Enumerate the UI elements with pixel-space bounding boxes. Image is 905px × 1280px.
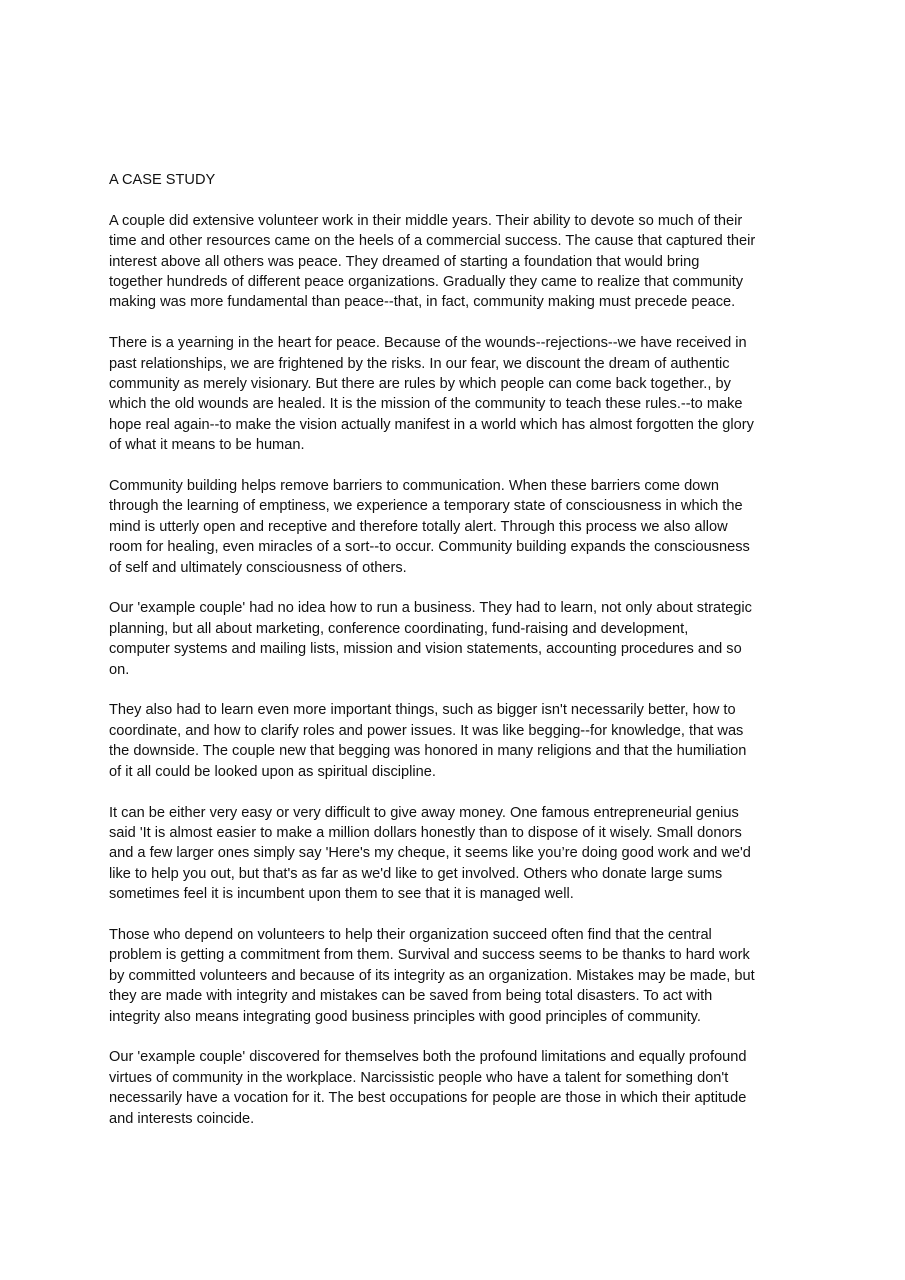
paragraph-line: of what it means to be human. [109,437,305,454]
paragraph [109,803,804,905]
paragraph [109,211,804,313]
paragraph-line: by committed volunteers and because of its integrity as an organization. Mistakes may be made, but [109,967,755,984]
paragraph-line: community as merely visionary. But there are rules by which people can come back together., by [109,376,731,393]
paragraph-line: and interests coincide. [109,1110,255,1127]
paragraph-line: A couple did extensive volunteer work in their middle years. Their ability to devote so much of their [109,212,743,229]
paragraph-line: and a few larger ones simply say 'Here's my cheque, it seems like you’re doing good work and we'd [109,845,751,862]
paragraph [109,700,804,782]
paragraph-line: together hundreds of different peace organizations. Gradually they came to realize that community [109,274,744,291]
paragraph-line: Our 'example couple' had no idea how to run a business. They had to learn, not only about strategic [109,600,752,617]
paragraph-line: like to help you out, but that's as far as we'd like to get involved. Others who donate large sums [109,865,723,882]
paragraph-line: said 'It is almost easier to make a million dollars honestly than to dispose of it wisely. Small donors [109,824,742,841]
paragraph-line: planning, but all about marketing, conference coordinating, fund-raising and development, [109,620,689,637]
paragraph-line: virtues of community in the workplace. Narcissistic people who have a talent for something don't [109,1069,729,1086]
paragraph [109,333,804,455]
paragraph-line: making was more fundamental than peace--that, in fact, community making must precede peace. [109,294,736,311]
paragraph-line: necessarily have a vocation for it. The best occupations for people are those in which their aptitude [109,1090,747,1107]
paragraph [109,598,804,680]
paragraph-line: time and other resources came on the heels of a commercial success. The cause that captured their [109,233,756,250]
paragraph [109,476,804,578]
paragraph-line: past relationships, we are frightened by the risks. In our fear, we discount the dream of authentic [109,355,730,372]
paragraph [109,925,804,1027]
paragraph-line: interest above all others was peace. They dreamed of starting a foundation that would bring [109,253,700,270]
paragraph-line: coordinate, and how to clarify roles and power issues. It was like begging--for knowledge, that was [109,722,744,739]
document-page [109,170,804,1149]
paragraph-line: There is a yearning in the heart for peace. Because of the wounds--rejections--we have received in [109,335,747,352]
paragraph-line: Our 'example couple' discovered for themselves both the profound limitations and equally profound [109,1049,747,1066]
paragraph-line: It can be either very easy or very difficult to give away money. One famous entrepreneurial genius [109,804,739,821]
paragraph-line: Those who depend on volunteers to help their organization succeed often find that the central [109,926,712,943]
paragraph-line: computer systems and mailing lists, mission and vision statements, accounting procedures and so [109,641,742,658]
paragraph-line: of it all could be looked upon as spiritual discipline. [109,763,436,780]
paragraph-line: hope real again--to make the vision actually manifest in a world which has almost forgotten the glory [109,416,754,433]
paragraph-line: Community building helps remove barriers to communication. When these barriers come down [109,478,719,495]
paragraph-line: They also had to learn even more important things, such as bigger isn't necessarily better, how to [109,702,736,719]
paragraph-line: the downside. The couple new that begging was honored in many religions and that the humiliation [109,743,747,760]
paragraph-line: mind is utterly open and receptive and therefore totally alert. Through this process we also allow [109,518,728,535]
paragraph-line: sometimes feel it is incumbent upon them to see that it is managed well. [109,886,574,903]
document-title: A CASE STUDY [109,172,216,188]
paragraph-line: through the learning of emptiness, we experience a temporary state of consciousness in which the [109,498,743,515]
paragraph-line: integrity also means integrating good business principles with good principles of community. [109,1008,701,1025]
paragraph-line: problem is getting a commitment from them. Survival and success seems to be thanks to hard work [109,947,750,964]
paragraph [109,1047,804,1129]
paragraph-line: on. [109,661,130,678]
paragraph-line: of self and ultimately consciousness of others. [109,559,407,576]
paragraph-line: they are made with integrity and mistakes can be saved from being total disasters. To act with [109,988,713,1005]
document-body [109,211,804,1129]
paragraph-line: room for healing, even miracles of a sort--to occur. Community building expands the consciousness [109,539,750,556]
paragraph-line: which the old wounds are healed. It is the mission of the community to teach these rules.--to make [109,396,743,413]
